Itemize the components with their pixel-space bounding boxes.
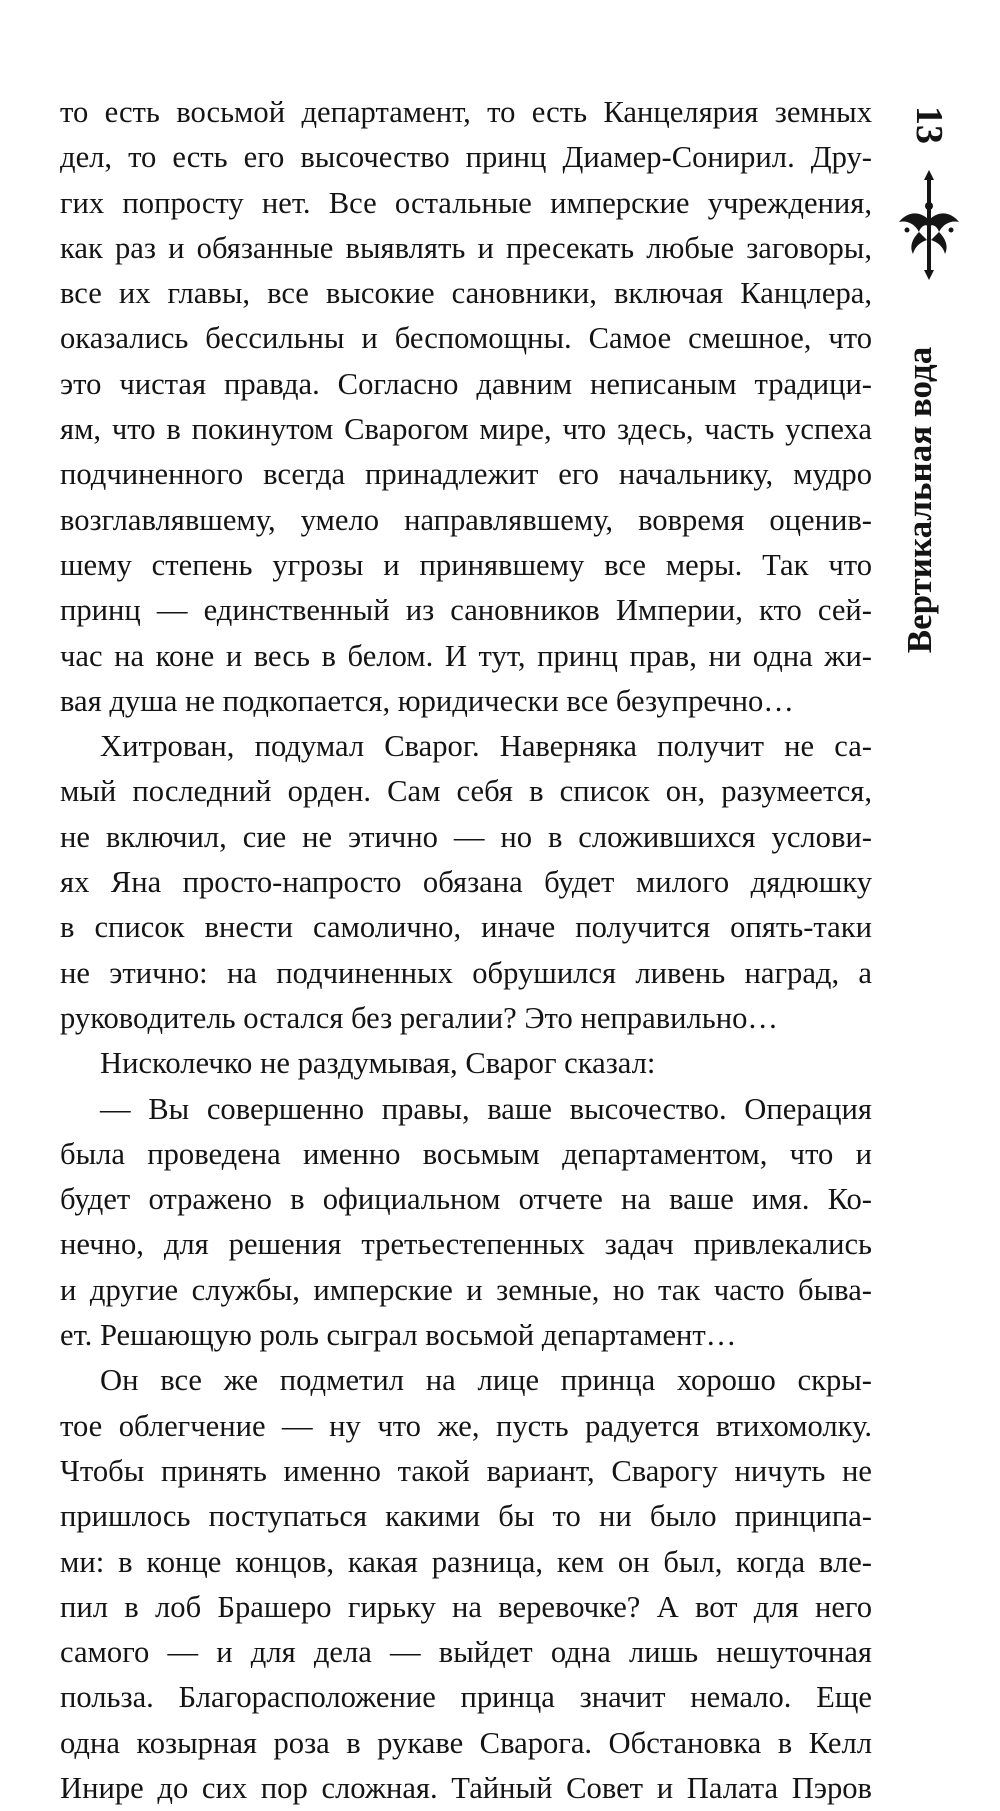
text-line: не включил, сие не этично — но в сложившихся услови- — [60, 819, 872, 854]
text-line: гих попросту нет. Все остальные имперские учреждения, — [60, 185, 872, 220]
text-line: была проведена именно восьмым департаментом, что и — [60, 1136, 872, 1171]
text-line: одна козырная роза в рукаве Сварога. Обстановка в Келл — [60, 1725, 872, 1760]
text-line: Хитрован, подумал Сварог. Наверняка получит не са- — [100, 729, 872, 764]
text-line: Нисколечко не раздумывая, Сварог сказал: — [100, 1046, 656, 1081]
text-line: мый последний орден. Сам себя в список он, разумеется, — [60, 774, 872, 809]
text-line: вая душа не подкопается, юридически все безупречно… — [60, 683, 794, 718]
text-line: ях Яна просто-напросто обязана будет милого дядюшку — [60, 865, 872, 900]
text-line: в список внести самолично, иначе получится опять-таки — [60, 910, 872, 945]
text-line: подчиненного всегда принадлежит его начальнику, мудро — [60, 457, 872, 492]
text-line: все их главы, все высокие сановники, включая Канцлера, — [60, 276, 872, 311]
text-line: ми: в конце концов, какая разница, кем он был, когда вле- — [60, 1544, 872, 1579]
page-body-text — [60, 90, 872, 1811]
text-line: принц — единственный из сановников Империи, кто сей- — [60, 593, 872, 628]
text-line: пришлось поступаться какими бы то ни было принципа- — [60, 1499, 872, 1534]
text-line: оказались бессильны и беспомощны. Самое смешное, что — [60, 321, 872, 356]
text-line: то есть восьмой департамент, то есть Канцелярия земных — [60, 95, 872, 129]
text-line: возглавлявшему, умело направлявшему, вовремя оценив- — [60, 502, 872, 537]
text-line: Он все же подметил на лице принца хорошо скры- — [100, 1363, 872, 1398]
running-title: Вертикальная вода — [900, 346, 939, 654]
text-line: будет отражено в официальном отчете на ваше имя. Ко- — [60, 1182, 872, 1217]
text-line: и другие службы, имперские и земные, но так часто быва- — [60, 1272, 872, 1307]
text-line: дел, то есть его высочество принц Диамер-Сонирил. Дру- — [60, 140, 872, 175]
text-line: нечно, для решения третьестепенных задач привлекались — [60, 1227, 872, 1262]
text-line: это чистая правда. Согласно давним неписаным традици- — [60, 366, 872, 401]
text-line: Чтобы принять именно такой вариант, Сварогу ничуть не — [60, 1453, 872, 1488]
text-line: самого — и для дела — выйдет одна лишь нешуточная — [60, 1635, 872, 1670]
text-line: — Вы совершенно правы, ваше высочество. Операция — [100, 1091, 872, 1126]
text-line: Инире до сих пор сложная. Тайный Совет и Палата Пэров — [60, 1770, 872, 1805]
text-line: польза. Благорасположение принца значит немало. Еще — [60, 1680, 872, 1715]
text-line: шему степень угрозы и принявшему все меры. Так что — [60, 547, 872, 582]
page-margin-header — [885, 90, 965, 654]
text-line: руководитель остался без регалии? Это неправильно… — [60, 1000, 778, 1035]
page-number: 13 — [908, 106, 950, 144]
text-line: как раз и обязанные выявлять и пресекать любые заговоры, — [60, 230, 872, 265]
text-line: не этично: на подчиненных обрушился ливень наград, а — [60, 955, 872, 990]
text-line: час на коне и весь в белом. И тут, принц прав, ни одна жи- — [60, 638, 872, 673]
text-line: ет. Решающую роль сыграл восьмой департамент… — [60, 1318, 737, 1353]
text-line: пил в лоб Брашеро гирьку на веревочке? А вот для него — [60, 1589, 872, 1624]
text-line: тое облегчение — ну что же, пусть радуется втихомолку. — [60, 1408, 872, 1443]
text-line: ям, что в покинутом Сварогом мире, что здесь, часть успеха — [60, 412, 872, 447]
